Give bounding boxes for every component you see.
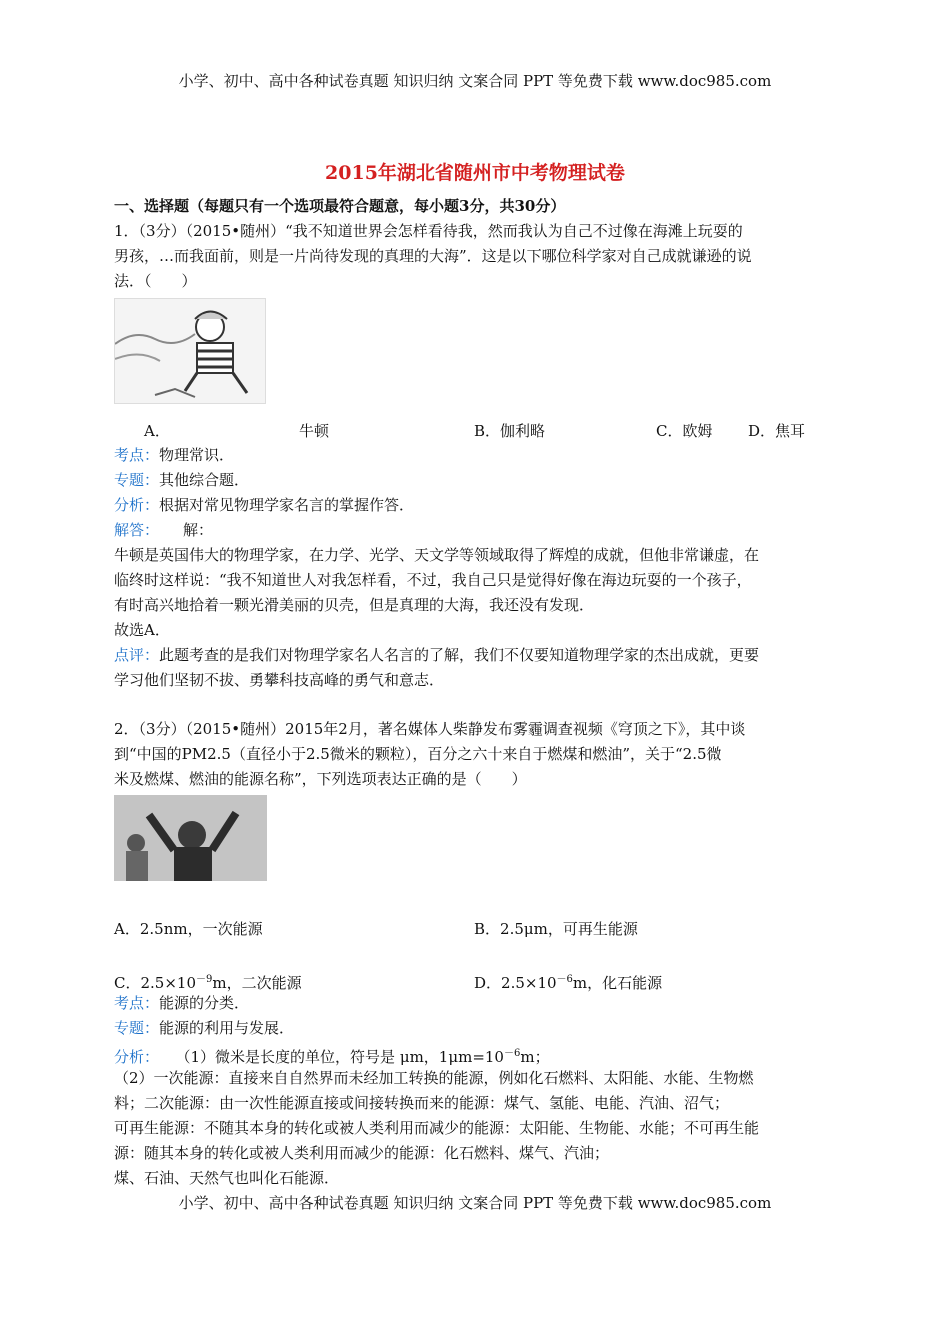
q2-stem-line: 到“中国的PM2.5（直径小于2.5微米的颗粒），百分之六十来自于燃煤和燃油”，关于“2.5微 (114, 745, 722, 763)
q1-stem-line: 男孩，…而我面前，则是一片尚待发现的真理的大海”．这是以下哪位科学家对自己成就谦逊的说 (114, 247, 752, 265)
q2-kaodian (114, 991, 844, 1016)
dianping-label: 点评： (114, 646, 160, 664)
q2-option-c-base: C．2.5×10 (114, 974, 196, 992)
fenxi-text: （1）微米是长度的单位，符号是 μm，1μm=10 (183, 1048, 504, 1066)
zhuanti-label: 专题： (114, 471, 160, 489)
q2-option-d-exponent: －6 (556, 974, 573, 985)
q2-option-a: A．2.5nm，一次能源 (114, 920, 263, 938)
q1-option-d: D．焦耳 (748, 422, 806, 440)
smog-photo-illustration (114, 795, 267, 881)
q1-zhuanti (114, 468, 844, 493)
q1-answer-line: 有时高兴地拾着一颗光滑美丽的贝壳，但是真理的大海，我还没有发现． (114, 596, 595, 614)
q2-fenxi-line: 可再生能源：不随其本身的转化或被人类利用而减少的能源：太阳能、生物能、水能；不可再生能 (114, 1119, 760, 1137)
q1-option-c: C．欧姆 (656, 422, 713, 440)
q1-option-a-letter: A． (144, 422, 170, 440)
q1-stem-line: 1．（3分）（2015•随州）“我不知道世界会怎样看待我，然而我认为自己不过像在海滩上玩耍的 (114, 222, 743, 240)
q2-option-d-base: D．2.5×10 (474, 974, 557, 992)
q1-kaodian (114, 443, 844, 468)
zhuanti-text: 能源的利用与发展． (159, 1019, 295, 1037)
q2-stem-line: 米及燃煤、燃油的能源名称”，下列选项表达正确的是（ ） (114, 770, 527, 788)
fenxi-exponent: －6 (503, 1048, 521, 1059)
fenxi-label: 分析： (114, 1048, 160, 1066)
fenxi-text: 根据对常见物理学家名言的掌握作答． (159, 496, 415, 514)
q1-dianping-line: 学习他们坚韧不拔、勇攀科技高峰的勇气和意志． (114, 671, 445, 689)
zhuanti-label: 专题： (114, 1019, 160, 1037)
kaodian-text: 物理常识． (159, 446, 235, 464)
q2-fenxi-line: 料；二次能源：由一次性能源直接或间接转换而来的能源：煤气、氢能、电能、汽油、沼气； (114, 1094, 730, 1112)
q1-jieda (114, 518, 844, 543)
q2-fenxi-line: 源：随其本身的转化或被人类利用而减少的能源：化石燃料、煤气、汽油； (114, 1144, 610, 1162)
q1-answer-line: 临终时这样说：“我不知道世人对我怎样看，不过，我自己只是觉得好像在海边玩耍的一个孩子， (114, 571, 752, 589)
q2-option-d-unit: m，化石能源 (572, 974, 663, 992)
page-footer: 小学、初中、高中各种试卷真题 知识归纳 文案合同 PPT 等免费下载 www.doc985.com (178, 1194, 772, 1212)
fenxi-label: 分析： (114, 496, 160, 514)
q1-fenxi (114, 493, 844, 518)
dianping-text: 此题考查的是我们对物理学家名人名言的了解，我们不仅要知道物理学家的杰出成就，更要 (159, 646, 760, 664)
q1-answer-line: 故选A． (114, 621, 170, 639)
q2-option-c-exponent: －9 (196, 974, 213, 985)
fenxi-unit: m； (520, 1048, 550, 1066)
q1-option-a-text: 牛顿 (299, 422, 330, 440)
q1-answer-line: 牛顿是英国伟大的物理学家，在力学、光学、天文学等领域取得了辉煌的成就，但他非常谦虚，在 (114, 546, 760, 564)
q1-option-b: B．伽利略 (474, 422, 546, 440)
q2-option-b: B．2.5μm，可再生能源 (474, 920, 638, 938)
jieda-label: 解答： (114, 521, 160, 539)
q2-photo (114, 795, 267, 881)
jieda-text: 解： (183, 521, 214, 539)
q2-option-c-unit: m，二次能源 (212, 974, 302, 992)
kaodian-label: 考点： (114, 446, 160, 464)
kaodian-text: 能源的分类． (159, 994, 250, 1012)
q1-stem-line: 法．（ ） (114, 272, 197, 290)
q1-dianping (114, 643, 844, 668)
q1-illustration (114, 298, 266, 404)
zhuanti-text: 其他综合题． (159, 471, 250, 489)
section-heading: 一、选择题（每题只有一个选项最符合题意，每小题3分，共30分） (114, 197, 566, 215)
exam-title: 2015年湖北省随州市中考物理试卷 (325, 162, 625, 184)
boy-on-beach-illustration (115, 299, 265, 403)
q2-fenxi-line: （2）一次能源：直接来自自然界而未经加工转换的能源，例如化石燃料、太阳能、水能、生物燃 (114, 1069, 754, 1087)
q2-stem-line: 2．（3分）（2015•随州）2015年2月，著名媒体人柴静发布雾霾调查视频《穹顶之下》，其中谈 (114, 720, 746, 738)
kaodian-label: 考点： (114, 994, 160, 1012)
q2-zhuanti (114, 1016, 844, 1041)
page-header: 小学、初中、高中各种试卷真题 知识归纳 文案合同 PPT 等免费下载 www.doc985.com (178, 72, 772, 90)
q2-fenxi-line: 煤、石油、天然气也叫化石能源． (114, 1169, 340, 1187)
